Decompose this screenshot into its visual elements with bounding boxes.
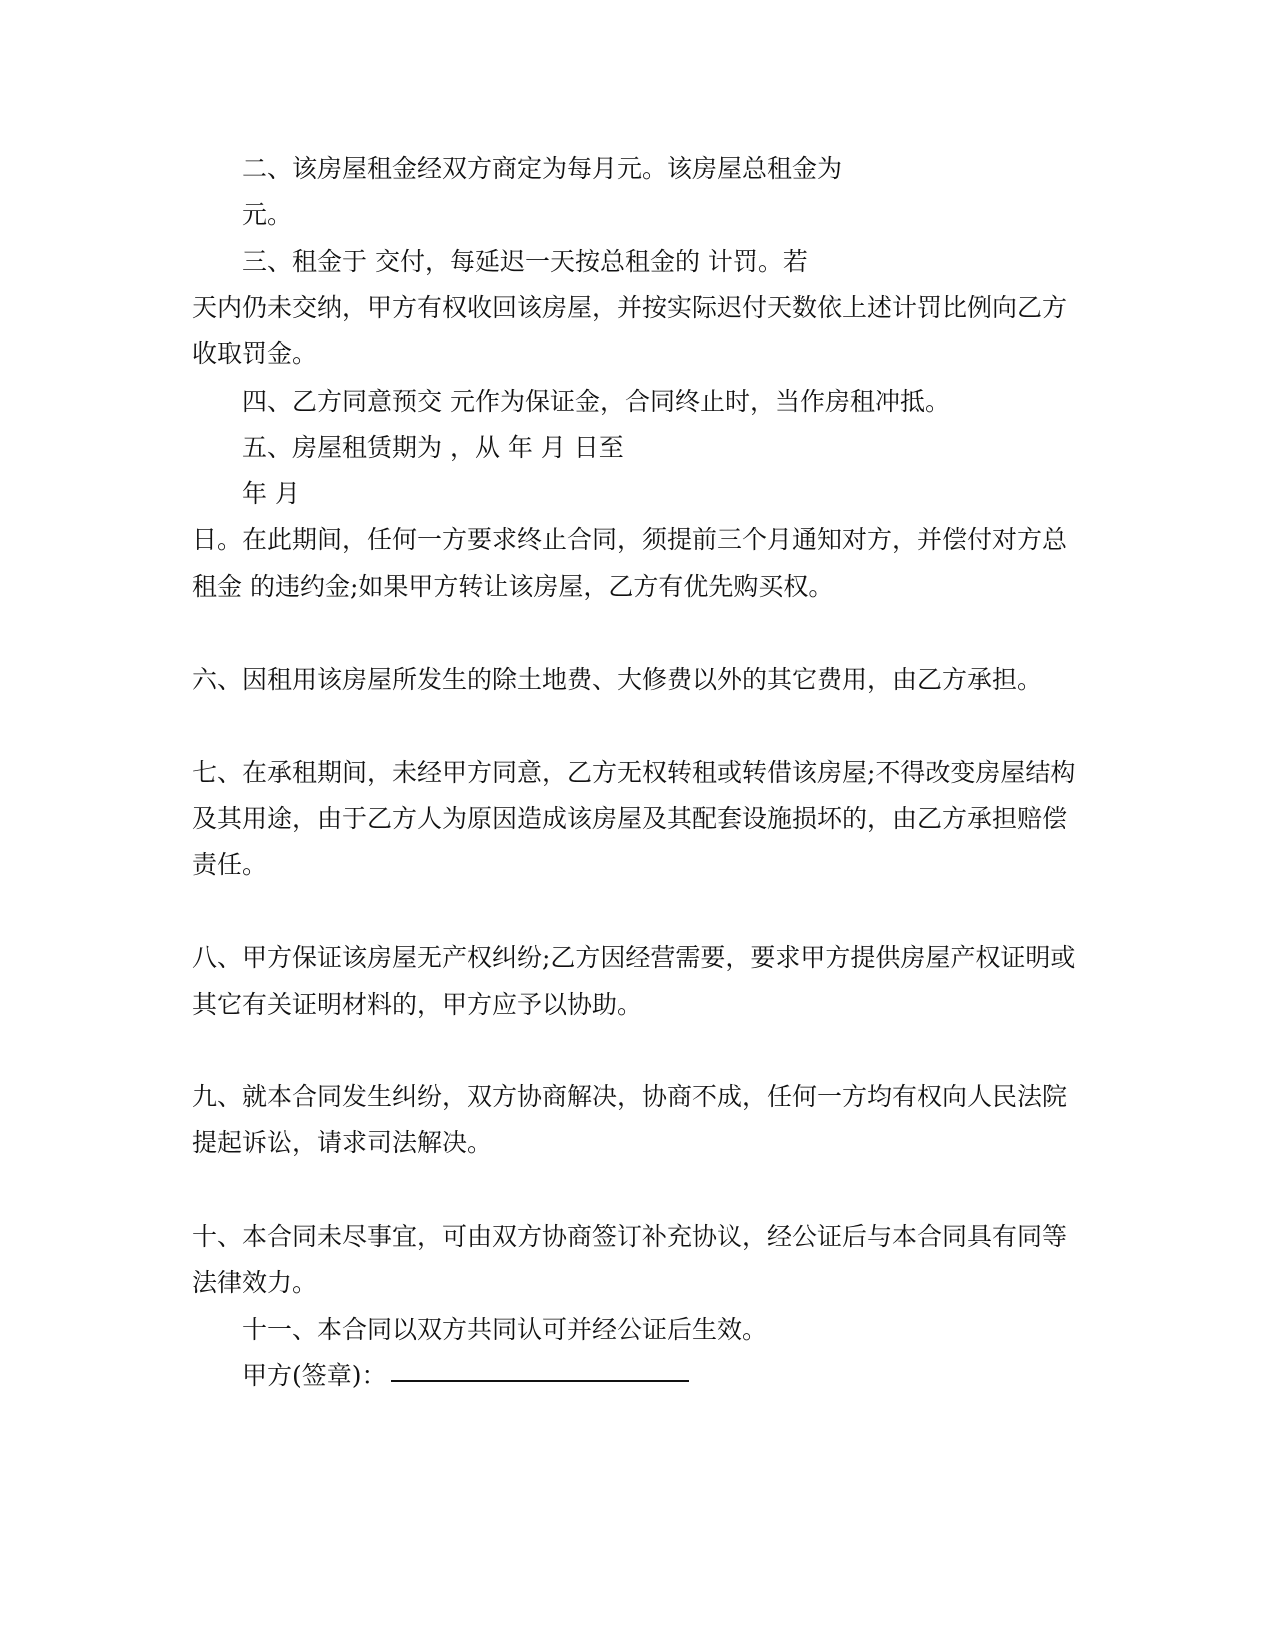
clause-8-line-2: 其它有关证明材料的，甲方应予以协助。 [192, 990, 643, 1019]
signature-blank-line [391, 1380, 689, 1382]
signature-label: 甲方(签章)： [242, 1361, 387, 1390]
clause-5-line-2: 年 月 [242, 479, 300, 508]
clause-10-line-1: 十、本合同未尽事宜，可由双方协商签订补充协议，经公证后与本合同具有同等 [192, 1222, 1068, 1251]
clause-3-line-1: 三、租金于 交付，每延迟一天按总租金的 计罚。若 [242, 247, 808, 276]
clause-8-line-1: 八、甲方保证该房屋无产权纠纷;乙方因经营需要，要求甲方提供房屋产权证明或 [192, 943, 1076, 972]
clause-6-line-1: 六、因租用该房屋所发生的除土地费、大修费以外的其它费用，由乙方承担。 [192, 665, 1043, 694]
clause-9-line-1: 九、就本合同发生纠纷，双方协商解决，协商不成，任何一方均有权向人民法院 [192, 1082, 1068, 1111]
clause-3-line-2: 天内仍未交纳，甲方有权收回该房屋，并按实际迟付天数依上述计罚比例向乙方 [192, 293, 1068, 322]
clause-7-line-1: 七、在承租期间，未经甲方同意，乙方无权转租或转借该房屋;不得改变房屋结构 [192, 758, 1076, 787]
clause-10-line-2: 法律效力。 [192, 1268, 318, 1297]
clause-9-line-2: 提起诉讼，请求司法解决。 [192, 1128, 493, 1157]
clause-4-line-1: 四、乙方同意预交 元作为保证金，合同终止时，当作房租冲抵。 [242, 387, 950, 416]
clause-5-line-1: 五、房屋租赁期为 ，从 年 月 日至 [242, 433, 624, 462]
signature-row [242, 1360, 689, 1392]
clause-3-line-3: 收取罚金。 [192, 339, 318, 368]
clause-7-line-2: 及其用途，由于乙方人为原因造成该房屋及其配套设施损坏的，由乙方承担赔偿 [192, 804, 1068, 833]
clause-5-line-4: 租金 的违约金;如果甲方转让该房屋，乙方有优先购买权。 [192, 572, 834, 601]
clause-7-line-3: 责任。 [192, 850, 268, 879]
clause-2-line-1: 二、该房屋租金经双方商定为每月元。该房屋总租金为 [242, 154, 843, 183]
clause-2-line-2: 元。 [242, 200, 293, 229]
clause-11-line-1: 十一、本合同以双方共同认可并经公证后生效。 [242, 1315, 768, 1344]
clause-5-line-3: 日。在此期间，任何一方要求终止合同，须提前三个月通知对方，并偿付对方总 [192, 525, 1068, 554]
